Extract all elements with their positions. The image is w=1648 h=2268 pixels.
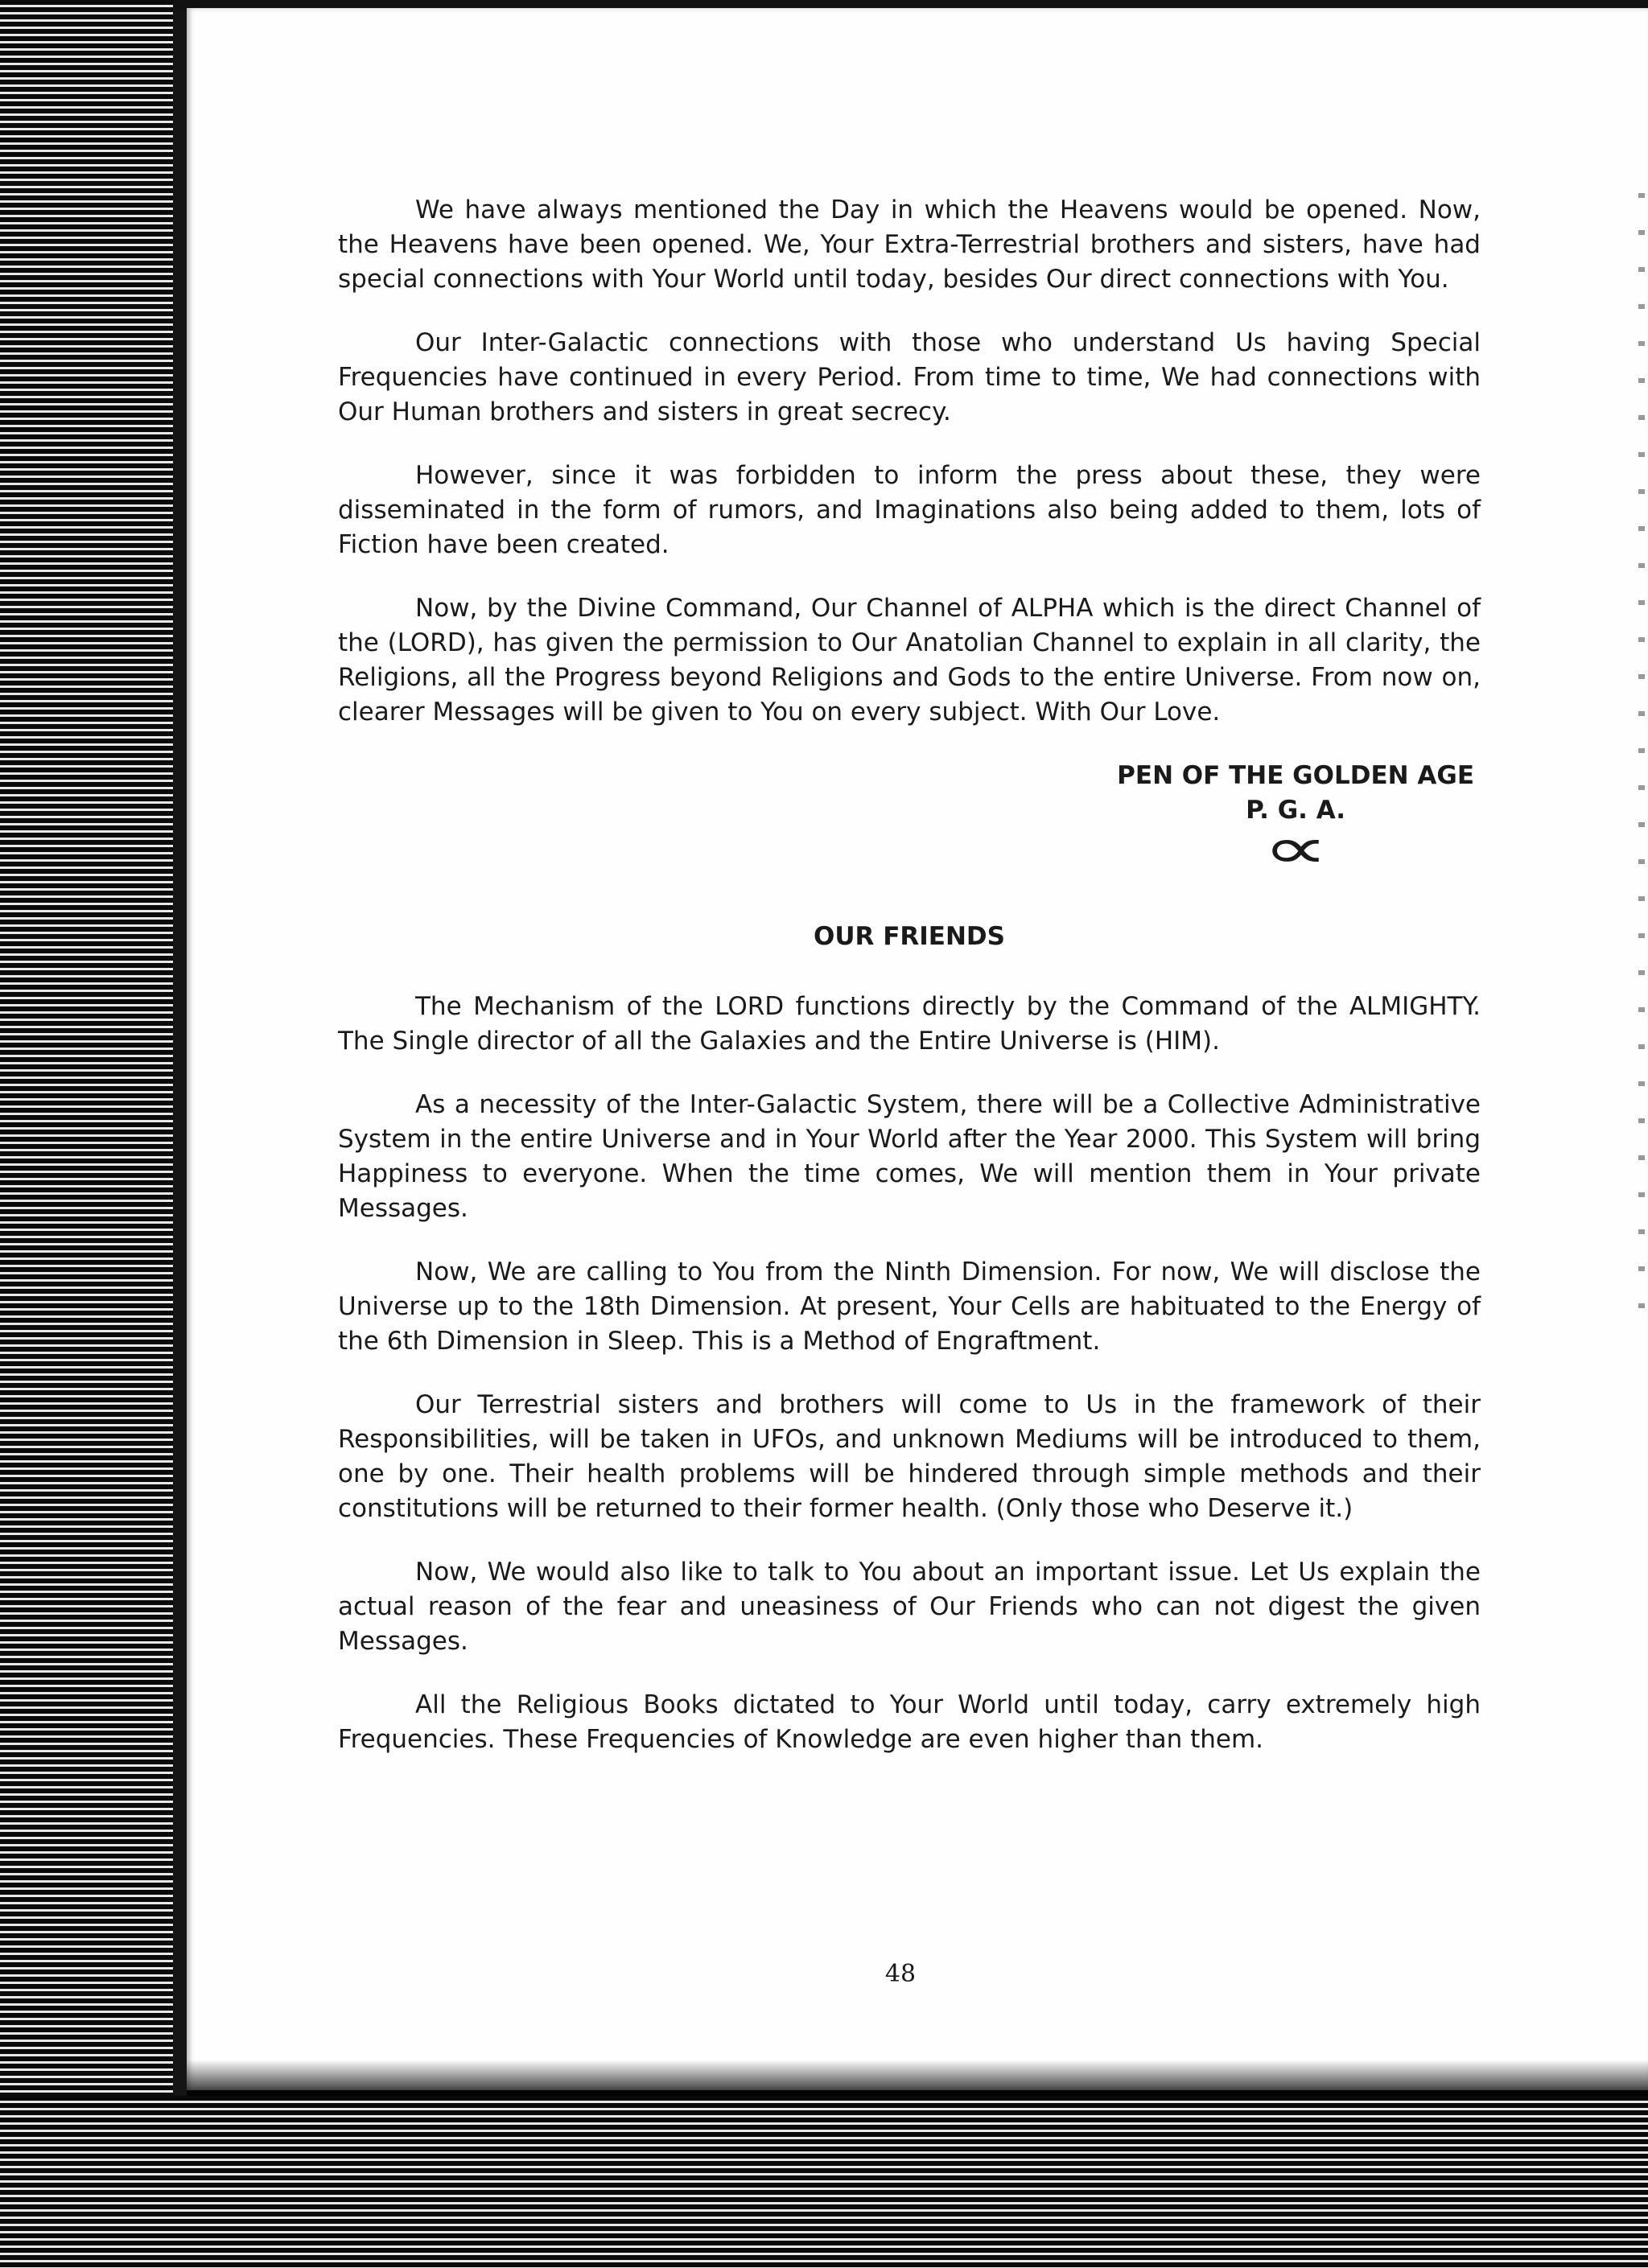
page-body bbox=[338, 193, 1481, 1786]
paragraph: Now, We would also like to talk to You about an important issue. Let Us explain the actual reason of the fear and uneasiness of Our Friends who can not digest the given Messages. bbox=[338, 1558, 1481, 1656]
signature-name: PEN OF THE GOLDEN AGE bbox=[1117, 761, 1474, 790]
paragraph: However, since it was forbidden to inform the press about these, they were disseminated in the form of rumors, and Imaginations also being added to them, lots of Fiction have been created. bbox=[338, 461, 1481, 559]
paragraph: We have always mentioned the Day in which the Heavens would be opened. Now, the Heavens have been opened. We, Your Extra-Terrestrial brothers and sisters, have had special connections with Your World until today, besides Our direct connections with You. bbox=[338, 196, 1481, 294]
paragraph: The Mechanism of the LORD functions directly by the Command of the ALMIGHTY. The Single director of all the Galaxies and the Entire Universe is (HIM). bbox=[338, 992, 1481, 1056]
paragraph: As a necessity of the Inter-Galactic System, there will be a Collective Administrative System in the entire Universe and in Your World after the Year 2000. This System will bring Happiness to everyone. When the time comes, We will mention them in Your private Messages. bbox=[338, 1090, 1481, 1223]
paragraph: Now, We are calling to You from the Ninth Dimension. For now, We will disclose the Universe up to the 18th Dimension. At present, Your Cells are habituated to the Energy of the 6th Dimension in Sleep. This is a Method of Engraftment. bbox=[338, 1257, 1481, 1356]
scan-border-left bbox=[0, 0, 173, 2268]
page-bottom-shadow bbox=[187, 2060, 1648, 2096]
signature-initials: P. G. A. bbox=[1246, 796, 1346, 825]
paragraph: All the Religious Books dictated to Your World until today, carry extremely high Frequencies. These Frequencies of Knowledge are even higher than them. bbox=[338, 1690, 1481, 1754]
paragraph: Now, by the Divine Command, Our Channel of ALPHA which is the direct Channel of the (LORD), has given the permission to Our Anatolian Channel to explain in all clarity, the Religions, all the Progress beyond Religions and Gods to the entire Universe. From now on, clearer Messages will be given to You on every subject. With Our Love. bbox=[338, 594, 1481, 727]
paragraph: Our Terrestrial sisters and brothers will come to Us in the framework of their Responsibilities, will be taken in UFOs, and unknown Mediums will be introduced to them, one by one. Their health problems will be hindered through simple methods and their constitutions will be returned to their former health. (Only those who Deserve it.) bbox=[338, 1390, 1481, 1523]
signature bbox=[338, 759, 1481, 882]
paragraph: Our Inter-Galactic connections with those who understand Us having Special Frequencies have continued in every Period. From time to time, We had connections with Our Human brothers and sisters in great secrecy. bbox=[338, 328, 1481, 426]
scan-margin-marks bbox=[1638, 161, 1645, 1327]
scan-border-bottom bbox=[0, 2096, 1648, 2268]
signature-block bbox=[1117, 759, 1481, 882]
page-number: 48 bbox=[884, 1960, 917, 1988]
section-heading: OUR FRIENDS bbox=[814, 922, 1005, 951]
alpha-symbol-icon: ∝ bbox=[1262, 814, 1329, 882]
